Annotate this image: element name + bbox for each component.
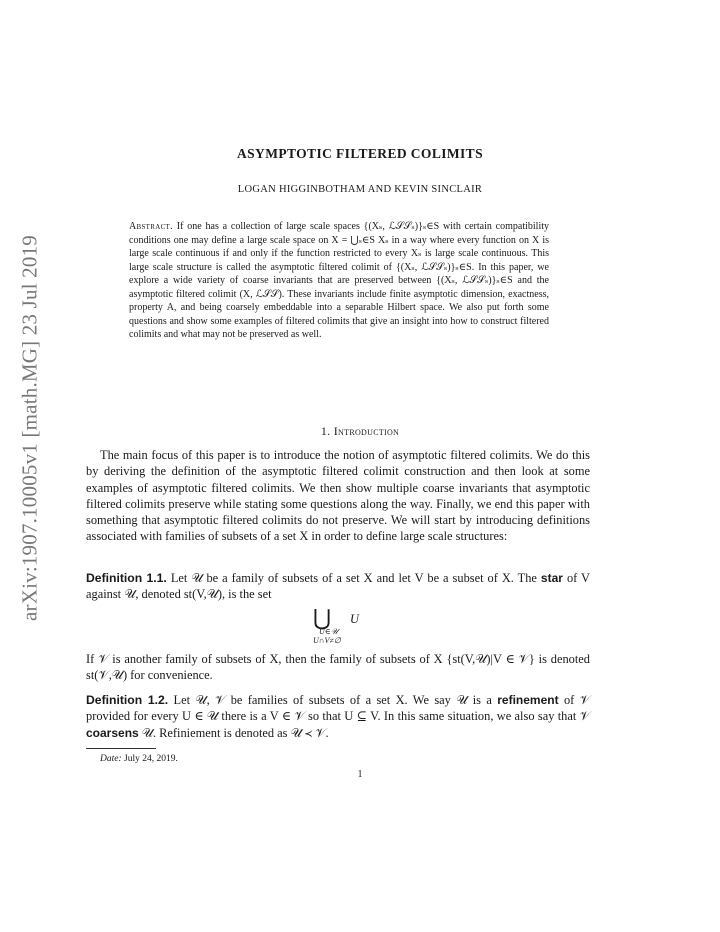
definition-1-1 [86, 570, 590, 603]
definition-1-1-term: star [540, 571, 563, 585]
union-subscript-1: U∈𝒰 [319, 627, 338, 636]
abstract-text: If one has a collection of large scale spaces {(Xₛ, ℒ𝒮𝒮ₛ)}ₛ∈S with certain compatibility conditions one may define a large scale space on X = ⋃ₛ∈S Xₛ in a way where every function on X is large scale continuous if and only if the function restricted to every Xₛ is large scale continuous. This large scale structure is called the asymptotic filtered colimit of {(Xₛ, ℒ𝒮𝒮ₛ)}ₛ∈S. In this paper, we explore a wide variety of coarse invariants that are preserved between {(Xₛ, ℒ𝒮𝒮ₛ)}ₛ∈S and the asymptotic filtered colimit (X, ℒ𝒮𝒮). These invariants include finite asymptotic dimension, exactness, property A, and being coarsely embeddable into a separable Hilbert space. We also put forth some questions and show some examples of filtered colimits that give an insight into how to construct filtered colimits and what may not be preserved as well. [129, 221, 549, 341]
abstract [129, 220, 549, 342]
intro-paragraph: The main focus of this paper is to introduce the notion of asymptotic filtered colimits. We do this by deriving the definition of the asymptotic filtered colimit construction and then look at some examples of asymptotic filtered colimits. We then show multiple coarse invariants that asymptotic filtered colimits preserve while stating some questions along the way. Finally, we end this paper with something that asymptotic filtered colimits do not preserve. We will start by introducing definitions associated with families of subsets of a set X in order to define large scale structures: [86, 448, 590, 544]
definition-1-1-label: Definition 1.1. [86, 571, 167, 585]
definition-1-2-text-a: Let 𝒰, 𝒱 be families of subsets of a set X. We say 𝒰 is a [173, 693, 492, 707]
paper-authors: LOGAN HIGGINBOTHAM AND KEVIN SINCLAIR [237, 184, 483, 195]
abstract-heading: Abstract. [129, 221, 173, 232]
definition-1-2-term-coarsens: coarsens [86, 725, 139, 740]
union-symbol: ⋃ [313, 605, 332, 630]
definition-1-1-continuation: If 𝒱 is another family of subsets of X, then the family of subsets of X {st(V,𝒰)|V ∈ 𝒱} is denoted st(𝒱,𝒰) for convenience. [86, 652, 590, 683]
footnote-label: Date: [100, 754, 122, 764]
definition-1-1-text-b: of V against 𝒰, denoted st(V,𝒰), is the set [86, 571, 590, 602]
star-display-equation [300, 605, 420, 649]
definition-1-2 [86, 692, 590, 741]
definition-1-2-term-refinement: refinement [497, 693, 559, 707]
paper-title: ASYMPTOTIC FILTERED COLIMITS [236, 146, 483, 161]
definition-1-2-text-b: of 𝒱 provided for every U ∈ 𝒰 there is a V ∈ 𝒱 so that U ⊆ V. In this same situation, we also say that 𝒱 [86, 693, 590, 724]
union-subscript-2: U∩V≠∅ [313, 636, 341, 645]
page-number: 1 [357, 769, 363, 780]
union-term: U [350, 612, 359, 626]
section-heading [0, 424, 720, 439]
section-number: 1. [320, 424, 331, 438]
section-title: Introduction [333, 424, 400, 438]
arxiv-identifier-text: arXiv:1907.10005v1 [math.MG] 23 Jul 2019 [17, 235, 42, 621]
footnote-rule [86, 748, 156, 749]
definition-1-1-text-a: Let 𝒰 be a family of subsets of a set X and let V be a subset of X. The [170, 571, 537, 585]
definition-1-2-label: Definition 1.2. [86, 693, 169, 707]
footnote [100, 754, 178, 764]
footnote-text: July 24, 2019. [124, 754, 178, 764]
definition-1-2-text-c: 𝒰. Refiniement is denoted as 𝒰 ≺ 𝒱. [141, 725, 329, 740]
